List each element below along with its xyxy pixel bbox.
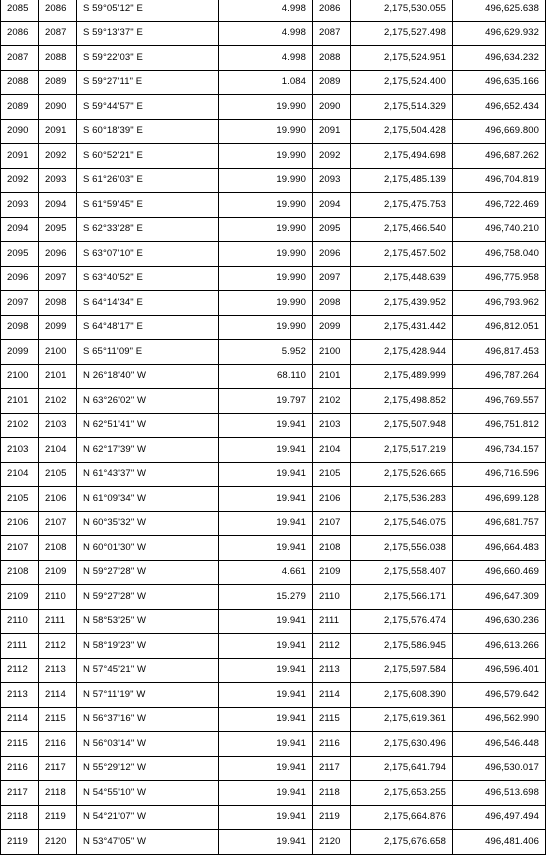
to-station-cell: 2114 [39,683,77,708]
from-station-cell: 2105 [1,487,39,512]
to-station-cell: 2098 [39,291,77,316]
bearing-cell: N 58°53'25" W [77,609,219,634]
table-row [1,756,546,781]
bearing-cell: N 53°47'05" W [77,830,219,855]
to-station-cell: 2112 [39,634,77,659]
northing-cell: 2,175,676.658 [351,830,453,855]
bearing-cell: S 59°27'11" E [77,70,219,95]
distance-cell: 19.941 [219,805,313,830]
from-station-cell: 2089 [1,95,39,120]
northing-cell: 2,175,527.498 [351,21,453,46]
table-row [1,560,546,585]
to-station-cell: 2119 [39,805,77,830]
bearing-cell: N 54°55'10" W [77,781,219,806]
easting-cell: 496,751.812 [453,413,546,438]
bearing-cell: N 60°01'30" W [77,536,219,561]
easting-cell: 496,660.469 [453,560,546,585]
northing-cell: 2,175,556.038 [351,536,453,561]
northing-cell: 2,175,466.540 [351,217,453,242]
northing-cell: 2,175,514.329 [351,95,453,120]
to-station-cell: 2113 [39,658,77,683]
table-row [1,487,546,512]
bearing-cell: S 59°05'12" E [77,0,219,21]
distance-cell: 19.941 [219,487,313,512]
to-station-cell: 2095 [39,217,77,242]
point-cell: 2115 [313,707,351,732]
table-row [1,634,546,659]
distance-cell: 19.941 [219,511,313,536]
bearing-cell: N 62°17'39" W [77,438,219,463]
northing-cell: 2,175,517.219 [351,438,453,463]
distance-cell: 19.990 [219,217,313,242]
bearing-cell: N 58°19'23" W [77,634,219,659]
point-cell: 2099 [313,315,351,340]
easting-cell: 496,596.401 [453,658,546,683]
distance-cell: 19.941 [219,830,313,855]
easting-cell: 496,647.309 [453,585,546,610]
to-station-cell: 2087 [39,21,77,46]
table-row [1,340,546,365]
easting-cell: 496,716.596 [453,462,546,487]
to-station-cell: 2106 [39,487,77,512]
to-station-cell: 2105 [39,462,77,487]
northing-cell: 2,175,546.075 [351,511,453,536]
to-station-cell: 2117 [39,756,77,781]
table-row [1,364,546,389]
from-station-cell: 2102 [1,413,39,438]
table-row [1,144,546,169]
easting-cell: 496,634.232 [453,46,546,71]
from-station-cell: 2111 [1,634,39,659]
to-station-cell: 2091 [39,119,77,144]
point-cell: 2092 [313,144,351,169]
bearing-cell: S 62°33'28" E [77,217,219,242]
northing-cell: 2,175,653.255 [351,781,453,806]
distance-cell: 19.941 [219,413,313,438]
to-station-cell: 2092 [39,144,77,169]
from-station-cell: 2100 [1,364,39,389]
point-cell: 2107 [313,511,351,536]
bearing-cell: N 56°03'14" W [77,732,219,757]
bearing-cell: N 55°29'12" W [77,756,219,781]
distance-cell: 4.998 [219,0,313,21]
northing-cell: 2,175,498.852 [351,389,453,414]
table-row [1,536,546,561]
table-row [1,805,546,830]
easting-cell: 496,722.469 [453,193,546,218]
northing-cell: 2,175,448.639 [351,266,453,291]
table-row [1,193,546,218]
easting-cell: 496,629.932 [453,21,546,46]
easting-cell: 496,652.434 [453,95,546,120]
table-row [1,438,546,463]
bearing-cell: S 64°48'17" E [77,315,219,340]
point-cell: 2108 [313,536,351,561]
to-station-cell: 2086 [39,0,77,21]
point-cell: 2096 [313,242,351,267]
from-station-cell: 2117 [1,781,39,806]
table-row [1,315,546,340]
table-row [1,511,546,536]
table-row [1,266,546,291]
to-station-cell: 2088 [39,46,77,71]
point-cell: 2088 [313,46,351,71]
from-station-cell: 2092 [1,168,39,193]
easting-cell: 496,664.483 [453,536,546,561]
point-cell: 2111 [313,609,351,634]
easting-cell: 496,740.210 [453,217,546,242]
from-station-cell: 2110 [1,609,39,634]
bearing-cell: S 61°59'45" E [77,193,219,218]
to-station-cell: 2096 [39,242,77,267]
bearing-cell: S 65°11'09" E [77,340,219,365]
to-station-cell: 2116 [39,732,77,757]
easting-cell: 496,579.642 [453,683,546,708]
table-row [1,609,546,634]
easting-cell: 496,793.962 [453,291,546,316]
distance-cell: 15.279 [219,585,313,610]
bearing-cell: S 59°44'57" E [77,95,219,120]
point-cell: 2090 [313,95,351,120]
distance-cell: 19.990 [219,193,313,218]
from-station-cell: 2112 [1,658,39,683]
table-row [1,119,546,144]
table-row [1,707,546,732]
point-cell: 2112 [313,634,351,659]
to-station-cell: 2090 [39,95,77,120]
point-cell: 2101 [313,364,351,389]
point-cell: 2119 [313,805,351,830]
easting-cell: 496,669.800 [453,119,546,144]
point-cell: 2100 [313,340,351,365]
point-cell: 2091 [313,119,351,144]
from-station-cell: 2097 [1,291,39,316]
bearing-cell: N 57°11'19" W [77,683,219,708]
northing-cell: 2,175,530.055 [351,0,453,21]
northing-cell: 2,175,457.502 [351,242,453,267]
easting-cell: 496,630.236 [453,609,546,634]
point-cell: 2113 [313,658,351,683]
from-station-cell: 2101 [1,389,39,414]
distance-cell: 1.084 [219,70,313,95]
from-station-cell: 2085 [1,0,39,21]
bearing-cell: S 61°26'03" E [77,168,219,193]
easting-cell: 496,481.406 [453,830,546,855]
from-station-cell: 2087 [1,46,39,71]
to-station-cell: 2110 [39,585,77,610]
easting-cell: 496,775.958 [453,266,546,291]
point-cell: 2116 [313,732,351,757]
northing-cell: 2,175,586.945 [351,634,453,659]
easting-cell: 496,546.448 [453,732,546,757]
table-row [1,830,546,855]
to-station-cell: 2089 [39,70,77,95]
point-cell: 2117 [313,756,351,781]
from-station-cell: 2096 [1,266,39,291]
easting-cell: 496,734.157 [453,438,546,463]
bearing-cell: N 63°26'02" W [77,389,219,414]
point-cell: 2120 [313,830,351,855]
northing-cell: 2,175,597.584 [351,658,453,683]
table-row [1,683,546,708]
from-station-cell: 2107 [1,536,39,561]
point-cell: 2109 [313,560,351,585]
from-station-cell: 2106 [1,511,39,536]
distance-cell: 19.797 [219,389,313,414]
easting-cell: 496,681.757 [453,511,546,536]
distance-cell: 19.990 [219,242,313,267]
northing-cell: 2,175,475.753 [351,193,453,218]
northing-cell: 2,175,507.948 [351,413,453,438]
table-row [1,781,546,806]
distance-cell: 19.990 [219,144,313,169]
point-cell: 2093 [313,168,351,193]
northing-cell: 2,175,558.407 [351,560,453,585]
point-cell: 2089 [313,70,351,95]
point-cell: 2087 [313,21,351,46]
from-station-cell: 2095 [1,242,39,267]
point-cell: 2114 [313,683,351,708]
table-row [1,291,546,316]
bearing-cell: S 60°18'39" E [77,119,219,144]
bearing-cell: N 54°21'07" W [77,805,219,830]
northing-cell: 2,175,619.361 [351,707,453,732]
northing-cell: 2,175,428.944 [351,340,453,365]
distance-cell: 19.941 [219,683,313,708]
bearing-cell: N 59°27'28" W [77,585,219,610]
northing-cell: 2,175,431.442 [351,315,453,340]
bearing-cell: N 61°09'34" W [77,487,219,512]
distance-cell: 19.941 [219,634,313,659]
distance-cell: 4.998 [219,46,313,71]
northing-cell: 2,175,526.665 [351,462,453,487]
northing-cell: 2,175,566.171 [351,585,453,610]
table-row [1,242,546,267]
bearing-cell: N 56°37'16" W [77,707,219,732]
easting-cell: 496,817.453 [453,340,546,365]
table-row [1,217,546,242]
northing-cell: 2,175,664.876 [351,805,453,830]
distance-cell: 19.990 [219,168,313,193]
from-station-cell: 2103 [1,438,39,463]
point-cell: 2118 [313,781,351,806]
distance-cell: 19.990 [219,291,313,316]
from-station-cell: 2119 [1,830,39,855]
from-station-cell: 2114 [1,707,39,732]
bearing-cell: N 26°18'40" W [77,364,219,389]
northing-cell: 2,175,494.698 [351,144,453,169]
distance-cell: 19.990 [219,266,313,291]
to-station-cell: 2108 [39,536,77,561]
northing-cell: 2,175,439.952 [351,291,453,316]
from-station-cell: 2109 [1,585,39,610]
point-cell: 2104 [313,438,351,463]
northing-cell: 2,175,504.428 [351,119,453,144]
distance-cell: 19.941 [219,609,313,634]
easting-cell: 496,687.262 [453,144,546,169]
point-cell: 2105 [313,462,351,487]
easting-cell: 496,812.051 [453,315,546,340]
to-station-cell: 2102 [39,389,77,414]
bearing-cell: S 63°40'52" E [77,266,219,291]
northing-cell: 2,175,489.999 [351,364,453,389]
from-station-cell: 2113 [1,683,39,708]
northing-cell: 2,175,524.951 [351,46,453,71]
point-cell: 2097 [313,266,351,291]
table-row [1,46,546,71]
to-station-cell: 2104 [39,438,77,463]
distance-cell: 19.941 [219,732,313,757]
easting-cell: 496,625.638 [453,0,546,21]
to-station-cell: 2097 [39,266,77,291]
to-station-cell: 2093 [39,168,77,193]
table-row [1,658,546,683]
to-station-cell: 2111 [39,609,77,634]
point-cell: 2103 [313,413,351,438]
from-station-cell: 2098 [1,315,39,340]
table-row [1,462,546,487]
table-row [1,732,546,757]
table-row [1,0,546,21]
distance-cell: 19.941 [219,781,313,806]
from-station-cell: 2086 [1,21,39,46]
distance-cell: 19.941 [219,707,313,732]
distance-cell: 19.990 [219,315,313,340]
northing-cell: 2,175,524.400 [351,70,453,95]
easting-cell: 496,513.698 [453,781,546,806]
to-station-cell: 2118 [39,781,77,806]
to-station-cell: 2094 [39,193,77,218]
to-station-cell: 2120 [39,830,77,855]
from-station-cell: 2104 [1,462,39,487]
easting-cell: 496,635.166 [453,70,546,95]
bearing-cell: N 57°45'21" W [77,658,219,683]
point-cell: 2086 [313,0,351,21]
to-station-cell: 2101 [39,364,77,389]
from-station-cell: 2088 [1,70,39,95]
from-station-cell: 2118 [1,805,39,830]
table-row [1,168,546,193]
distance-cell: 19.941 [219,756,313,781]
northing-cell: 2,175,608.390 [351,683,453,708]
bearing-cell: N 61°43'37" W [77,462,219,487]
distance-cell: 19.941 [219,536,313,561]
bearing-cell: S 59°22'03" E [77,46,219,71]
distance-cell: 5.952 [219,340,313,365]
table-row [1,95,546,120]
bearing-cell: N 60°35'32" W [77,511,219,536]
table-row [1,70,546,95]
point-cell: 2098 [313,291,351,316]
distance-cell: 4.661 [219,560,313,585]
coordinates-table-body [1,0,546,854]
point-cell: 2110 [313,585,351,610]
from-station-cell: 2099 [1,340,39,365]
easting-cell: 496,704.819 [453,168,546,193]
to-station-cell: 2109 [39,560,77,585]
distance-cell: 4.998 [219,21,313,46]
bearing-cell: N 62°51'41" W [77,413,219,438]
from-station-cell: 2094 [1,217,39,242]
table-row [1,585,546,610]
to-station-cell: 2099 [39,315,77,340]
northing-cell: 2,175,536.283 [351,487,453,512]
distance-cell: 19.990 [219,119,313,144]
table-row [1,413,546,438]
point-cell: 2094 [313,193,351,218]
bearing-cell: S 60°52'21" E [77,144,219,169]
northing-cell: 2,175,576.474 [351,609,453,634]
from-station-cell: 2108 [1,560,39,585]
easting-cell: 496,613.266 [453,634,546,659]
easting-cell: 496,787.264 [453,364,546,389]
from-station-cell: 2090 [1,119,39,144]
northing-cell: 2,175,641.794 [351,756,453,781]
easting-cell: 496,699.128 [453,487,546,512]
distance-cell: 68.110 [219,364,313,389]
to-station-cell: 2107 [39,511,77,536]
easting-cell: 496,497.494 [453,805,546,830]
bearing-cell: S 64°14'34" E [77,291,219,316]
distance-cell: 19.990 [219,95,313,120]
to-station-cell: 2100 [39,340,77,365]
point-cell: 2102 [313,389,351,414]
table-row [1,389,546,414]
distance-cell: 19.941 [219,438,313,463]
easting-cell: 496,769.557 [453,389,546,414]
to-station-cell: 2103 [39,413,77,438]
from-station-cell: 2093 [1,193,39,218]
bearing-cell: N 59°27'28" W [77,560,219,585]
northing-cell: 2,175,485.139 [351,168,453,193]
easting-cell: 496,530.017 [453,756,546,781]
distance-cell: 19.941 [219,658,313,683]
point-cell: 2106 [313,487,351,512]
bearing-cell: S 63°07'10" E [77,242,219,267]
point-cell: 2095 [313,217,351,242]
from-station-cell: 2091 [1,144,39,169]
to-station-cell: 2115 [39,707,77,732]
from-station-cell: 2116 [1,756,39,781]
easting-cell: 496,562.990 [453,707,546,732]
table-row [1,21,546,46]
northing-cell: 2,175,630.496 [351,732,453,757]
easting-cell: 496,758.040 [453,242,546,267]
from-station-cell: 2115 [1,732,39,757]
distance-cell: 19.941 [219,462,313,487]
bearing-cell: S 59°13'37" E [77,21,219,46]
